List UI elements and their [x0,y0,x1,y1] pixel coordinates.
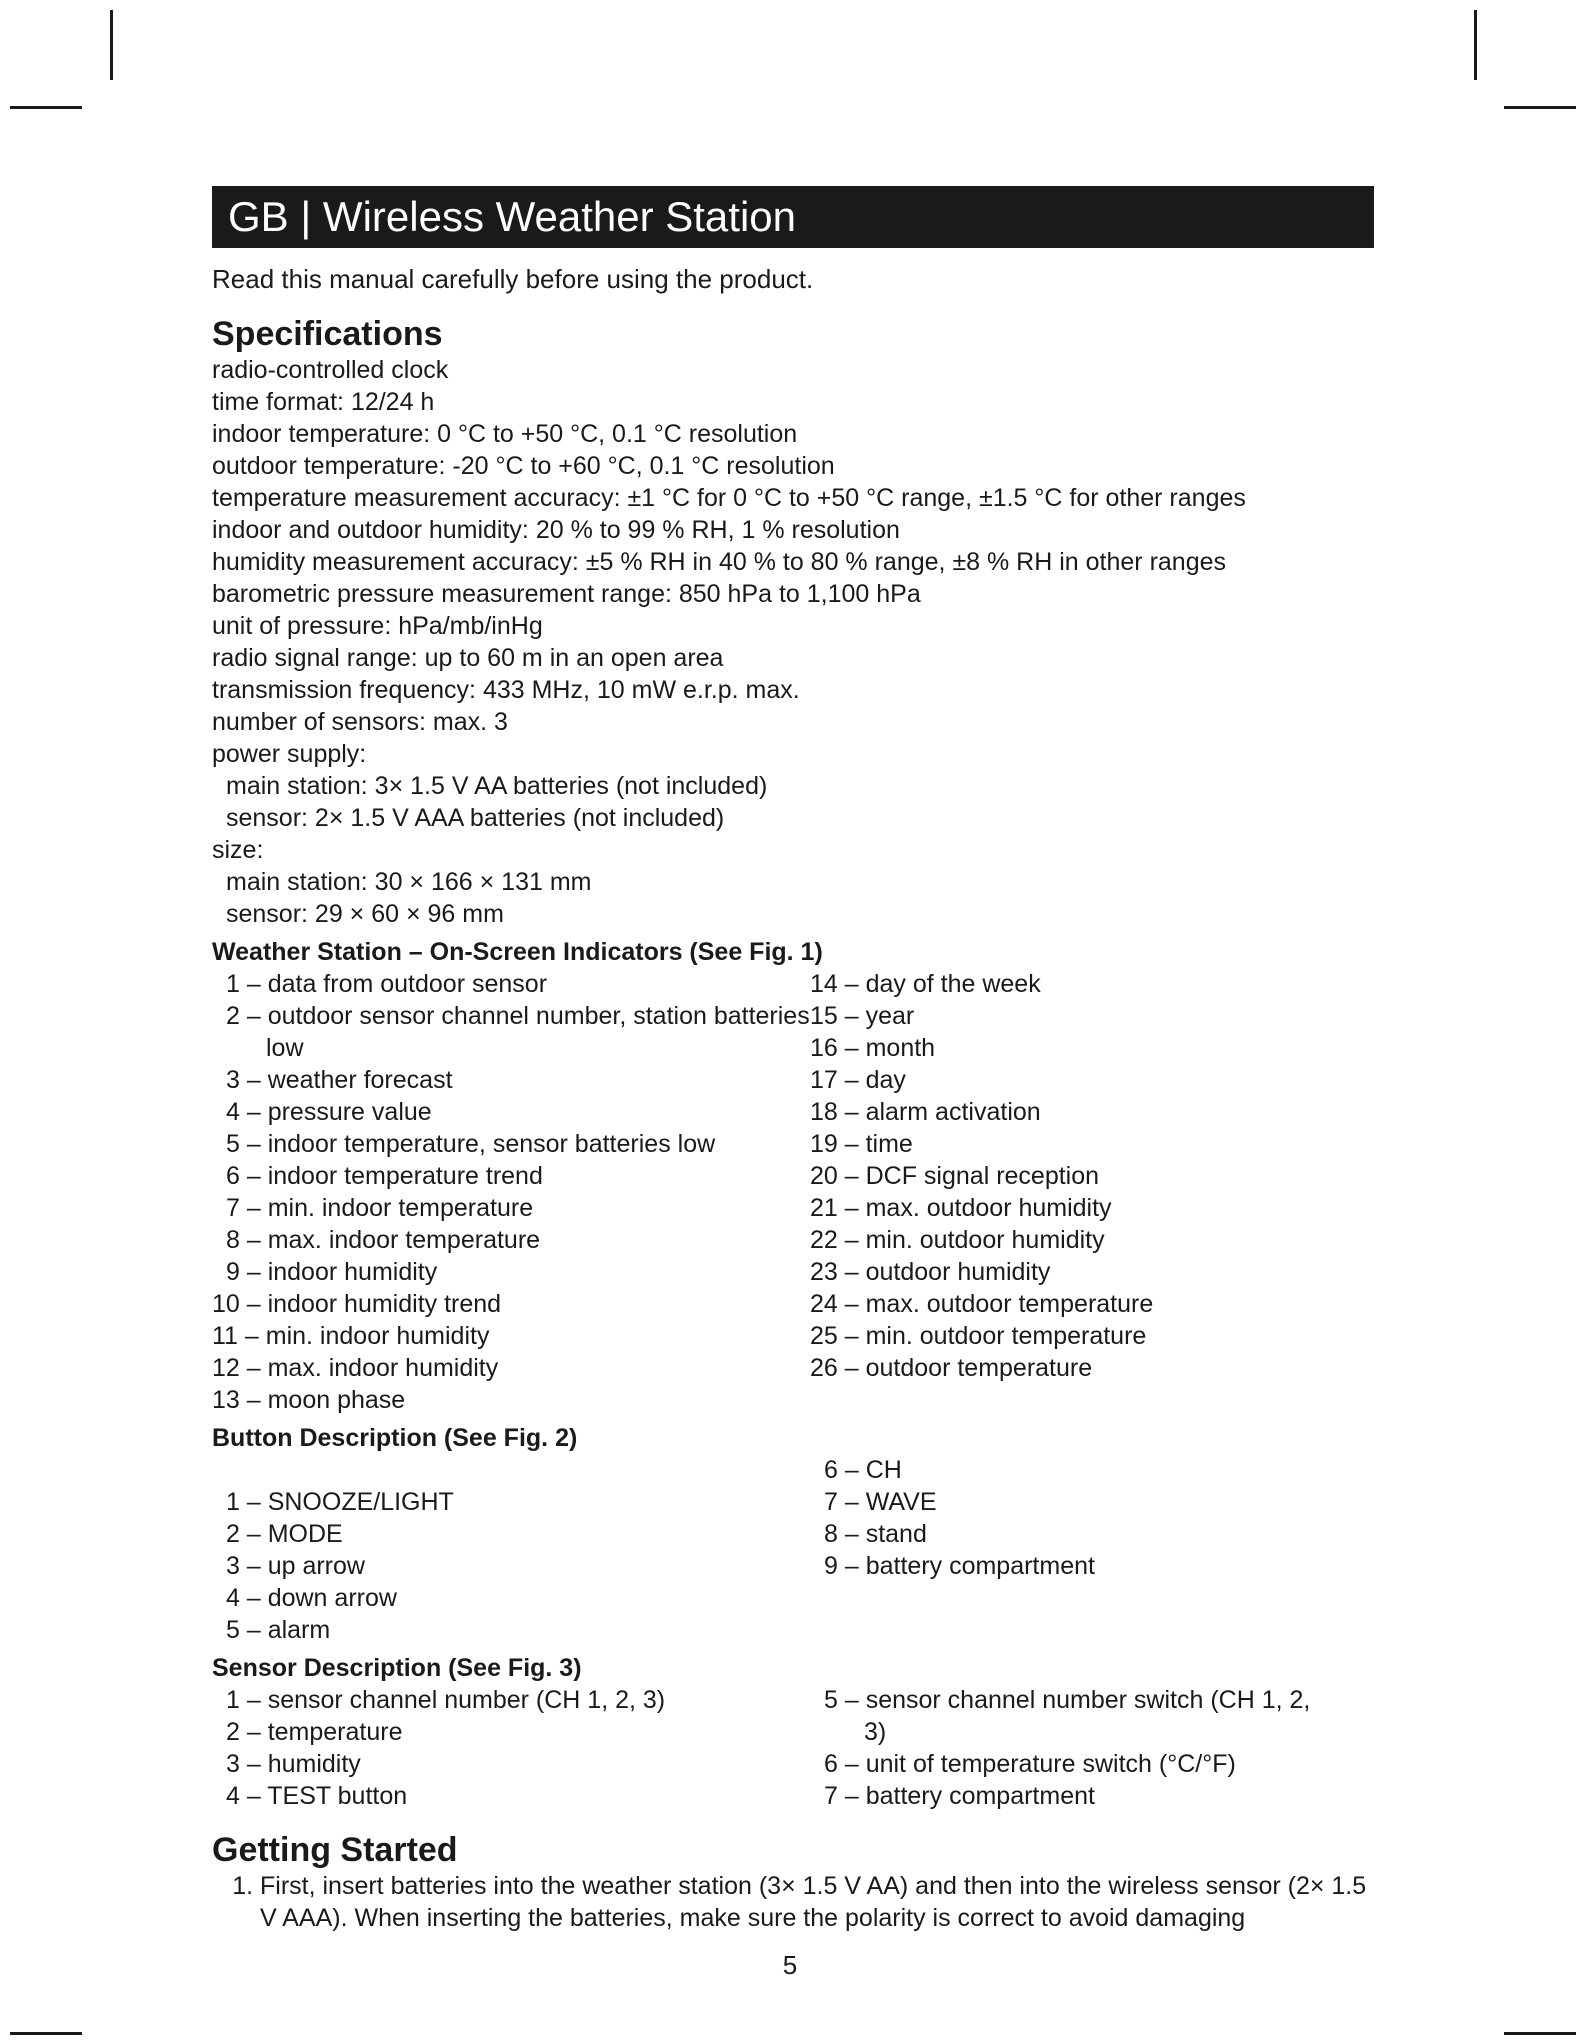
intro-text: Read this manual carefully before using the product. [212,264,814,294]
list-item: 20 – DCF signal reception [810,1162,1100,1190]
list-item: 5 – alarm [226,1616,331,1644]
list-item: radio-controlled clock [212,356,449,384]
list-item: 23 – outdoor humidity [810,1258,1051,1286]
list-item: 9 – battery compartment [824,1552,1095,1580]
list-item: 2 – outdoor sensor channel number, station batteries low [226,1002,810,1062]
list-item: transmission frequency: 433 MHz, 10 mW e.r.p. max. [212,676,800,704]
list-item: 21 – max. outdoor humidity [810,1194,1112,1222]
list-item: time format: 12/24 h [212,388,435,416]
specifications-heading: Specifications [212,315,443,353]
list-item: power supply: [212,740,367,768]
list-item: 6 – unit of temperature switch (°C/°F) [824,1750,1236,1778]
list-item: 8 – max. indoor temperature [226,1226,541,1254]
list-item: 24 – max. outdoor temperature [810,1290,1154,1318]
list-item: main station: 30 × 166 × 131 mm [226,868,592,896]
crop-mark-bottom-left-horizontal [10,2032,82,2035]
list-item: 4 – pressure value [226,1098,432,1126]
list-item: 19 – time [810,1130,913,1158]
crop-mark-top-left-vertical [110,10,113,80]
specifications-list [212,354,1374,930]
list-item: 26 – outdoor temperature [810,1354,1093,1382]
list-item: 5 – indoor temperature, sensor batteries low [226,1130,716,1158]
list-item: 7 – battery compartment [824,1782,1095,1810]
list-item: main station: 3× 1.5 V AA batteries (not included) [226,772,768,800]
crop-mark-bottom-right-horizontal [1504,2032,1576,2035]
list-item: 1 – sensor channel number (CH 1, 2, 3) [226,1686,666,1714]
indicators-columns [212,968,1374,1416]
manual-page [212,186,1374,1934]
sensor-columns [212,1684,1374,1812]
list-item: 12 – max. indoor humidity [212,1354,499,1382]
list-item: 18 – alarm activation [810,1098,1041,1126]
sensor-right-list [810,1684,1374,1812]
list-item: 22 – min. outdoor humidity [810,1226,1105,1254]
getting-started-heading: Getting Started [212,1831,458,1869]
list-item: 6 – CH [824,1456,902,1484]
indicators-left-list [212,968,810,1416]
page-title: GB | Wireless Weather Station [212,186,1374,248]
list-item: 7 – WAVE [824,1488,937,1516]
crop-mark-top-right-horizontal [1504,106,1576,109]
list-item: 17 – day [810,1066,906,1094]
list-item: 10 – indoor humidity trend [212,1290,502,1318]
list-item: 15 – year [810,1002,915,1030]
list-item: 2 – temperature [226,1718,403,1746]
buttons-right-list [810,1454,1374,1646]
list-item: barometric pressure measurement range: 850 hPa to 1,100 hPa [212,580,921,608]
list-item: 13 – moon phase [212,1386,406,1414]
indicators-right-list [810,968,1374,1416]
list-item: 4 – down arrow [226,1584,397,1612]
list-item: 5 – sensor channel number switch (CH 1, 2, 3) [824,1686,1311,1746]
list-item: 2 – MODE [226,1520,343,1548]
list-item: 4 – TEST button [226,1782,408,1810]
list-item: 3 – weather forecast [226,1066,453,1094]
crop-mark-top-left-horizontal [10,106,82,109]
crop-mark-top-right-vertical [1474,10,1477,80]
list-item: number of sensors: max. 3 [212,708,508,736]
list-item: temperature measurement accuracy: ±1 °C for 0 °C to +50 °C range, ±1.5 °C for other ranges [212,484,1246,512]
list-item: 8 – stand [824,1520,927,1548]
list-item: 25 – min. outdoor temperature [810,1322,1147,1350]
list-item: 3 – humidity [226,1750,361,1778]
buttons-left-list [212,1422,810,1646]
buttons-heading: Button Description (See Fig. 2) [212,1424,578,1452]
list-item: 1 – data from outdoor sensor [226,970,548,998]
page-number: 5 [782,1950,798,1980]
list-item: indoor temperature: 0 °C to +50 °C, 0.1 °C resolution [212,420,798,448]
list-item: humidity measurement accuracy: ±5 % RH in 40 % to 80 % range, ±8 % RH in other ranges [212,548,1227,576]
list-item: 7 – min. indoor temperature [226,1194,534,1222]
list-item: unit of pressure: hPa/mb/inHg [212,612,543,640]
list-item: size: [212,836,264,864]
getting-started-steps [212,1870,1374,1934]
list-item: outdoor temperature: -20 °C to +60 °C, 0.1 °C resolution [212,452,835,480]
list-item: radio signal range: up to 60 m in an open area [212,644,724,672]
list-item: 11 – min. indoor humidity [212,1322,490,1350]
sensor-left-list [212,1684,810,1812]
list-item: 3 – up arrow [226,1552,365,1580]
list-item: 1. First, insert batteries into the weather station (3× 1.5 V AA) and then into the wireless sensor (2× 1.5 V AAA). When inserting the batteries, make sure the polarity is correct to avoid damaging [260,1870,1374,1934]
list-item: sensor: 2× 1.5 V AAA batteries (not included) [226,804,725,832]
list-item: 1 – SNOOZE/LIGHT [226,1488,454,1516]
list-item: 16 – month [810,1034,936,1062]
list-item: sensor: 29 × 60 × 96 mm [226,900,504,928]
buttons-columns [212,1454,1374,1646]
list-item: 14 – day of the week [810,970,1041,998]
sensor-heading: Sensor Description (See Fig. 3) [212,1654,582,1682]
list-item: 6 – indoor temperature trend [226,1162,543,1190]
list-item: 9 – indoor humidity [226,1258,438,1286]
indicators-heading: Weather Station – On-Screen Indicators (See Fig. 1) [212,938,823,966]
list-item: indoor and outdoor humidity: 20 % to 99 % RH, 1 % resolution [212,516,900,544]
